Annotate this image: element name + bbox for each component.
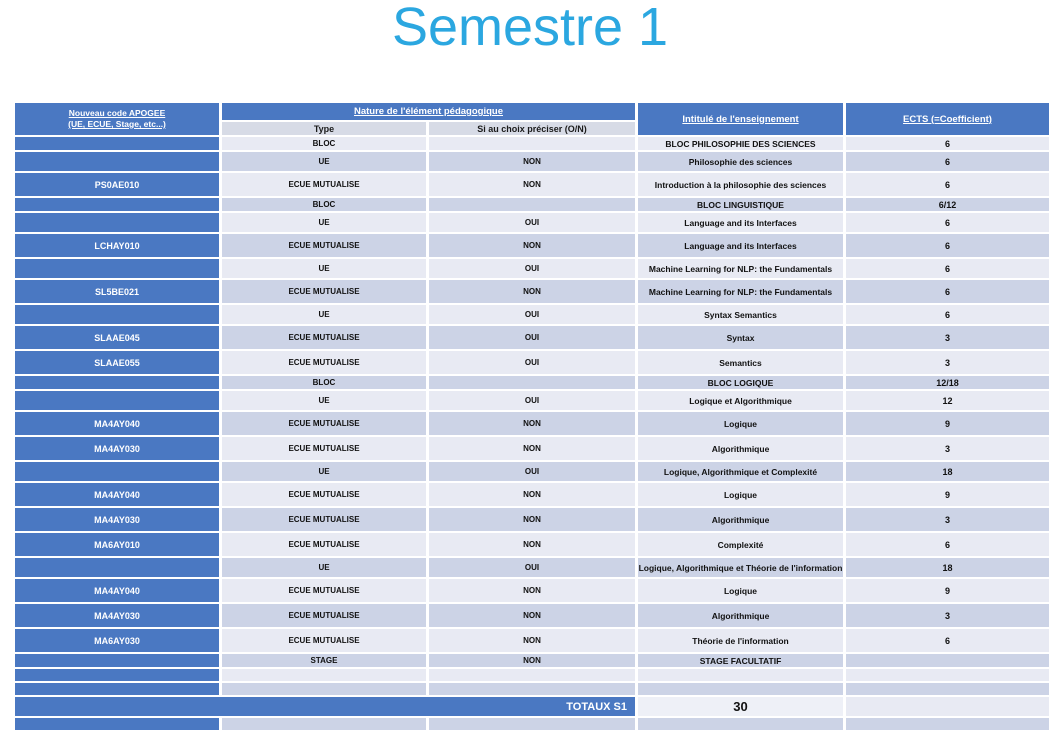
- ects-cell: 6: [846, 305, 1049, 324]
- type-cell: [222, 718, 426, 730]
- choice-cell: NON: [429, 579, 635, 602]
- code-cell: MA4AY030: [15, 508, 219, 531]
- table-row: [15, 483, 1049, 506]
- course-cell: Complexité: [638, 533, 843, 556]
- table-row: [15, 326, 1049, 349]
- course-cell: Philosophie des sciences: [638, 152, 843, 171]
- table-row: [15, 718, 1049, 730]
- ects-cell: 6: [846, 173, 1049, 196]
- header-ects: ECTS (=Coefficient): [846, 103, 1049, 135]
- code-cell: [15, 558, 219, 577]
- choice-cell: NON: [429, 629, 635, 652]
- ects-cell: 6: [846, 213, 1049, 232]
- totals-row: [15, 697, 1049, 716]
- type-cell: ECUE MUTUALISE: [222, 351, 426, 374]
- course-cell: Algorithmique: [638, 604, 843, 627]
- type-cell: ECUE MUTUALISE: [222, 483, 426, 506]
- course-cell: Logique et Algorithmique: [638, 391, 843, 410]
- choice-cell: OUI: [429, 259, 635, 278]
- choice-cell: [429, 718, 635, 730]
- type-cell: UE: [222, 462, 426, 481]
- code-cell: [15, 391, 219, 410]
- table-row: [15, 259, 1049, 278]
- type-cell: BLOC: [222, 198, 426, 211]
- table-row: [15, 152, 1049, 171]
- ects-cell: 9: [846, 412, 1049, 435]
- code-cell: LCHAY010: [15, 234, 219, 257]
- table-row: [15, 412, 1049, 435]
- code-cell: [15, 376, 219, 389]
- code-cell: [15, 669, 219, 681]
- totals-value: 30: [638, 697, 843, 716]
- course-cell: Logique: [638, 579, 843, 602]
- table-row: [15, 437, 1049, 460]
- type-cell: UE: [222, 305, 426, 324]
- type-cell: ECUE MUTUALISE: [222, 604, 426, 627]
- type-cell: ECUE MUTUALISE: [222, 326, 426, 349]
- header-code-line1: Nouveau code APOGEE: [68, 108, 166, 118]
- type-cell: ECUE MUTUALISE: [222, 173, 426, 196]
- page-title: Semestre 1: [391, 0, 669, 57]
- code-cell: MA4AY040: [15, 483, 219, 506]
- type-cell: UE: [222, 213, 426, 232]
- ects-cell: 12: [846, 391, 1049, 410]
- choice-cell: OUI: [429, 213, 635, 232]
- type-cell: UE: [222, 152, 426, 171]
- semester-table: [15, 103, 1049, 730]
- choice-cell: NON: [429, 412, 635, 435]
- course-cell: Logique, Algorithmique et Complexité: [638, 462, 843, 481]
- header-intitule: Intitulé de l'enseignement: [638, 103, 843, 135]
- code-cell: [15, 259, 219, 278]
- choice-cell: OUI: [429, 462, 635, 481]
- choice-cell: OUI: [429, 326, 635, 349]
- ects-cell: 6: [846, 533, 1049, 556]
- table-row: [15, 579, 1049, 602]
- type-cell: BLOC: [222, 137, 426, 150]
- choice-cell: [429, 376, 635, 389]
- choice-cell: NON: [429, 508, 635, 531]
- course-cell: Syntax Semantics: [638, 305, 843, 324]
- table-row: [15, 137, 1049, 150]
- table-row: [15, 305, 1049, 324]
- ects-cell: 6: [846, 234, 1049, 257]
- table-row: [15, 669, 1049, 681]
- table-row: [15, 629, 1049, 652]
- table-row: [15, 173, 1049, 196]
- course-cell: Logique: [638, 483, 843, 506]
- code-cell: [15, 462, 219, 481]
- type-cell: [222, 669, 426, 681]
- course-cell: Logique, Algorithmique et Théorie de l'information: [638, 558, 843, 577]
- type-cell: UE: [222, 259, 426, 278]
- choice-cell: [429, 198, 635, 211]
- ects-cell: 6: [846, 137, 1049, 150]
- table-row: [15, 376, 1049, 389]
- choice-cell: NON: [429, 173, 635, 196]
- header-code-line2: (UE, ECUE, Stage, etc...): [68, 119, 166, 129]
- ects-cell: 12/18: [846, 376, 1049, 389]
- code-cell: MA4AY030: [15, 437, 219, 460]
- table-row: [15, 462, 1049, 481]
- code-cell: MA6AY030: [15, 629, 219, 652]
- choice-cell: NON: [429, 152, 635, 171]
- course-cell: Semantics: [638, 351, 843, 374]
- table-row: [15, 391, 1049, 410]
- choice-cell: [429, 137, 635, 150]
- course-cell: [638, 718, 843, 730]
- course-cell: Syntax: [638, 326, 843, 349]
- code-cell: [15, 683, 219, 695]
- totals-label: TOTAUX S1: [15, 697, 635, 716]
- course-cell: STAGE FACULTATIF: [638, 654, 843, 667]
- table-row: [15, 280, 1049, 303]
- table-row: [15, 654, 1049, 667]
- course-cell: Language and its Interfaces: [638, 234, 843, 257]
- course-cell: [638, 683, 843, 695]
- totals-ects-cell: [846, 697, 1049, 716]
- code-cell: MA4AY040: [15, 412, 219, 435]
- choice-cell: NON: [429, 533, 635, 556]
- ects-cell: 6: [846, 152, 1049, 171]
- table-row: [15, 213, 1049, 232]
- choice-cell: [429, 683, 635, 695]
- table-header: [15, 103, 1049, 135]
- ects-cell: [846, 669, 1049, 681]
- type-cell: ECUE MUTUALISE: [222, 629, 426, 652]
- choice-cell: NON: [429, 234, 635, 257]
- ects-cell: 3: [846, 351, 1049, 374]
- type-cell: ECUE MUTUALISE: [222, 508, 426, 531]
- course-cell: BLOC PHILOSOPHIE DES SCIENCES: [638, 137, 843, 150]
- table-row: [15, 683, 1049, 695]
- choice-cell: NON: [429, 654, 635, 667]
- ects-cell: 9: [846, 483, 1049, 506]
- table-row: [15, 234, 1049, 257]
- choice-cell: OUI: [429, 351, 635, 374]
- course-cell: Machine Learning for NLP: the Fundamentals: [638, 280, 843, 303]
- ects-cell: 6/12: [846, 198, 1049, 211]
- type-cell: STAGE: [222, 654, 426, 667]
- course-cell: Algorithmique: [638, 437, 843, 460]
- table-row: [15, 533, 1049, 556]
- table-row: [15, 604, 1049, 627]
- type-cell: ECUE MUTUALISE: [222, 533, 426, 556]
- type-cell: BLOC: [222, 376, 426, 389]
- type-cell: ECUE MUTUALISE: [222, 412, 426, 435]
- code-cell: [15, 137, 219, 150]
- code-cell: MA6AY010: [15, 533, 219, 556]
- course-cell: Language and its Interfaces: [638, 213, 843, 232]
- code-cell: [15, 152, 219, 171]
- code-cell: [15, 198, 219, 211]
- course-cell: Logique: [638, 412, 843, 435]
- ects-cell: [846, 654, 1049, 667]
- choice-cell: OUI: [429, 391, 635, 410]
- type-cell: UE: [222, 558, 426, 577]
- ects-cell: 3: [846, 326, 1049, 349]
- course-cell: BLOC LINGUISTIQUE: [638, 198, 843, 211]
- choice-cell: [429, 669, 635, 681]
- code-cell: [15, 213, 219, 232]
- course-cell: [638, 669, 843, 681]
- table-row: [15, 508, 1049, 531]
- course-cell: Algorithmique: [638, 508, 843, 531]
- code-cell: [15, 305, 219, 324]
- header-code: [15, 103, 219, 135]
- type-cell: [222, 683, 426, 695]
- code-cell: SLAAE055: [15, 351, 219, 374]
- table-body: [15, 137, 1049, 730]
- ects-cell: [846, 683, 1049, 695]
- code-cell: PS0AE010: [15, 173, 219, 196]
- choice-cell: NON: [429, 483, 635, 506]
- table-row: [15, 351, 1049, 374]
- type-cell: ECUE MUTUALISE: [222, 280, 426, 303]
- choice-cell: OUI: [429, 305, 635, 324]
- code-cell: SLAAE045: [15, 326, 219, 349]
- header-nature: Nature de l'élément pédagogique: [222, 103, 635, 120]
- ects-cell: [846, 718, 1049, 730]
- code-cell: SL5BE021: [15, 280, 219, 303]
- ects-cell: 18: [846, 558, 1049, 577]
- ects-cell: 3: [846, 508, 1049, 531]
- ects-cell: 9: [846, 579, 1049, 602]
- code-cell: MA4AY040: [15, 579, 219, 602]
- code-cell: [15, 718, 219, 730]
- type-cell: UE: [222, 391, 426, 410]
- type-cell: ECUE MUTUALISE: [222, 437, 426, 460]
- type-cell: ECUE MUTUALISE: [222, 579, 426, 602]
- ects-cell: 6: [846, 280, 1049, 303]
- table-row: [15, 558, 1049, 577]
- type-cell: ECUE MUTUALISE: [222, 234, 426, 257]
- code-cell: MA4AY030: [15, 604, 219, 627]
- course-cell: BLOC LOGIQUE: [638, 376, 843, 389]
- ects-cell: 18: [846, 462, 1049, 481]
- ects-cell: 6: [846, 629, 1049, 652]
- choice-cell: NON: [429, 437, 635, 460]
- header-type: Type: [222, 122, 426, 135]
- ects-cell: 3: [846, 604, 1049, 627]
- table-row: [15, 198, 1049, 211]
- choice-cell: NON: [429, 280, 635, 303]
- header-choix: Si au choix préciser (O/N): [429, 122, 635, 135]
- ects-cell: 6: [846, 259, 1049, 278]
- choice-cell: NON: [429, 604, 635, 627]
- code-cell: [15, 654, 219, 667]
- course-cell: Machine Learning for NLP: the Fundamentals: [638, 259, 843, 278]
- choice-cell: OUI: [429, 558, 635, 577]
- course-cell: Théorie de l'information: [638, 629, 843, 652]
- course-cell: Introduction à la philosophie des sciences: [638, 173, 843, 196]
- ects-cell: 3: [846, 437, 1049, 460]
